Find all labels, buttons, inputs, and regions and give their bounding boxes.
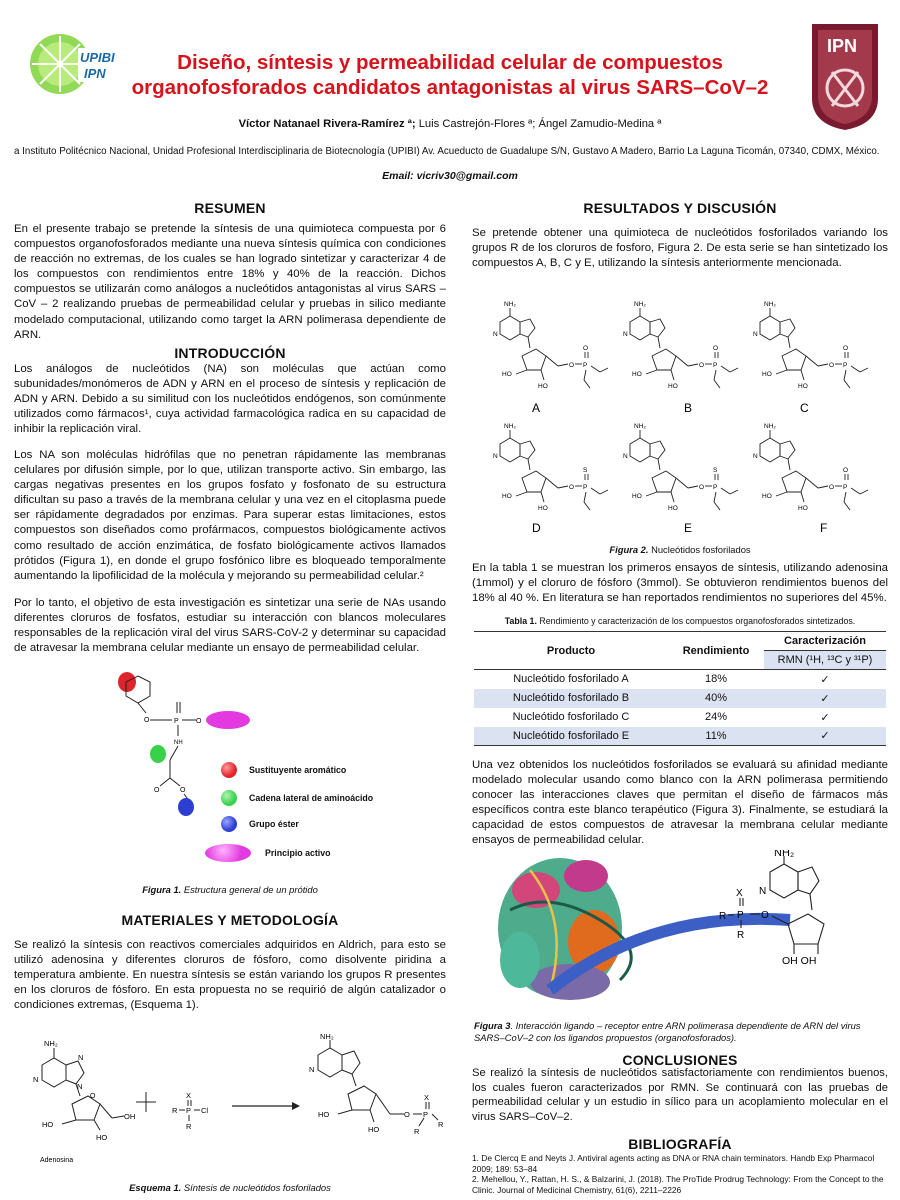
esq-prod-o: O: [404, 1110, 410, 1119]
svg-text:NH₂: NH₂: [634, 423, 646, 430]
side-chain-ball: [150, 745, 166, 763]
nucleotide-structure-e: [623, 423, 738, 512]
adenosina-label: Adenosina: [40, 1157, 74, 1164]
table-cell: 18%: [704, 673, 728, 686]
introduccion-p3: Por lo tanto, el objetivo de esta investigación es sintetizar una serie de NAs usando diferentes cloruros de fosfatos, estudiar su interacción con blancos moleculares responsables de la replicación viral del virus SARS-CoV-2 y determinar su capacidad de atravesar la membrana celular mediante un ensayo de permeabilidad celular.: [14, 597, 446, 655]
introduccion-heading: INTRODUCCIÓN: [174, 345, 286, 361]
reference-2: 2. Mehellou, Y., Rattan, H. S., & Balzarini, J. (2018). The ProTide Prodrug Technology: From the Concept to the Clinic. Journal of Medicinal Chemistry, 61(6), 2211–2226: [472, 1174, 884, 1195]
esquema1-scheme: [14, 1030, 446, 1178]
esq-x: X: [186, 1091, 192, 1100]
resultados-p1: Se pretende obtener una quimioteca de nucleótidos fosforilados variando los grupos R de los cloruros de fosforo, Figura 2. De esta serie se han sintetizado los compuestos A, B, C y E, utilizando la síntesis anteriormente mencionada.: [472, 227, 888, 270]
compound-label-c: C: [800, 401, 809, 415]
esq-n1: N: [33, 1075, 39, 1084]
svg-text:O: O: [583, 345, 589, 352]
conclusiones-text: Se realizó la síntesis de nucleótidos satisfactoriamente con rendimientos buenos, los cuales fueron caracterizados por RMN. Se continuará con las pruebas de permeabilidad celular y un estudio in sílico para un acoplamiento molecular en el virus SARS–CoV–2.: [472, 1067, 888, 1123]
table-cell: ✓: [820, 711, 830, 724]
figura3-image: [490, 850, 890, 1012]
svg-text:HO: HO: [668, 505, 678, 512]
esquema1-caption: Esquema 1. Síntesis de nucleótidos fosforilados: [129, 1182, 331, 1193]
compound-label-e: E: [684, 521, 693, 535]
esq-r2: R: [186, 1122, 192, 1131]
compound-label-b: B: [684, 401, 693, 415]
compound-label-f: F: [820, 521, 828, 535]
nucleotide-structure-b: [623, 301, 738, 390]
table-cell: Nucleótido fosforilado B: [474, 689, 668, 708]
figura2-caption: Figura 2. Nucleótidos fosforilados: [609, 544, 751, 555]
fig1-atom-p: P: [174, 718, 179, 725]
svg-text:HO: HO: [538, 383, 548, 390]
svg-text:HO: HO: [502, 371, 512, 378]
fig1-atom-o3: O: [180, 787, 186, 794]
fig3-ohoh: OH OH: [782, 955, 817, 967]
svg-text:HO: HO: [632, 493, 642, 500]
esq-n2: N: [78, 1053, 84, 1062]
legend-item-active: [205, 844, 331, 862]
esq-o-ring: O: [90, 1093, 96, 1100]
legend-label: Grupo éster: [249, 819, 299, 829]
svg-text:P: P: [713, 484, 718, 491]
col-rendimiento: Rendimiento: [668, 632, 764, 670]
introduccion-p1: Los análogos de nucleótidos (NA) son moléculas que actúan como subunidades/monómeros de ADN y ARN en el proceso de síntesis y replicación de ADN y ARN. Debido a su similitud con los nucleótidos endógenos, son comúnmente utilizados como fármacos¹, cuya actividad farmacológica radica en su capacidad de inhibir la replicación viral.: [14, 363, 446, 436]
svg-text:NH₂: NH₂: [634, 301, 646, 308]
svg-text:N: N: [753, 453, 758, 460]
col-rmn: RMN (¹H, ¹³C y ³¹P): [764, 651, 886, 670]
esq-prod-ho2: HO: [368, 1125, 380, 1134]
table-cell: Nucleótido fosforilado E: [474, 727, 668, 746]
logo-ipn: [806, 20, 884, 132]
main-author: Víctor Natanael Rivera-Ramírez ª;: [238, 118, 416, 130]
esq-oh: OH: [124, 1112, 136, 1121]
fig3-p: P: [737, 910, 744, 921]
esq-cl: Cl: [201, 1106, 209, 1115]
svg-text:O: O: [569, 362, 575, 369]
svg-text:P: P: [583, 484, 588, 491]
fig3-nh2: NH₂: [774, 850, 795, 859]
legend-dot-red: [221, 762, 237, 778]
resultados-heading: RESULTADOS Y DISCUSIÓN: [583, 200, 777, 216]
svg-text:N: N: [753, 331, 758, 338]
materiales-heading: MATERIALES Y METODOLOGÍA: [121, 912, 339, 928]
resultados-p2: En la tabla 1 se muestran los primeros ensayos de síntesis, utilizando adenosina (1mmol) y el cloruro de fósforo (3mmol). Se obtuvieron rendimientos buenos del 18% al 40 %. En literatura se han reportados rendimientos no superiores del 45%.: [472, 562, 888, 605]
figura2-structures: [460, 282, 890, 540]
table-cell: ✓: [764, 727, 886, 746]
svg-text:P: P: [713, 362, 718, 369]
fig1-atom-o1: O: [144, 717, 150, 724]
svg-text:HO: HO: [762, 371, 772, 378]
fig1-atom-o4: O: [154, 787, 160, 794]
svg-text:N: N: [493, 331, 498, 338]
nucleotide-structure-c: [753, 301, 868, 390]
fig1-atom-o2: O: [196, 718, 202, 725]
legend-label: Principio activo: [265, 848, 331, 858]
esq-p: P: [186, 1106, 192, 1115]
col-producto: Producto: [474, 632, 668, 670]
nucleotide-structure-a: [493, 301, 608, 390]
resumen-text: En el presente trabajo se pretende la síntesis de una quimioteca compuesta por 6 compuestos organofosforados mediante una nueva síntesis química con condiciones de reacción no extremas, de los cuales se han logrado sintetizar y caracterizar 4 de los compuestos con rendimientos entre 18% y 40% de la reacción. Dichos compuestos se utilizarán como análogos a nucleótidos antagonistas al virus SARS – CoV – 2 realizando pruebas de permeabilidad celular y pruebas in silico mediante modelado computacional, utilizando como target la ARN polimerasa dependiente de ARN.: [14, 223, 446, 341]
table-cell: 40%: [668, 689, 764, 708]
legend-item-ester: [221, 816, 299, 832]
affiliation: a Instituto Politécnico Nacional, Unidad Profesional Interdisciplinaria de Biotecnología (UPIBI) Av. Acueducto de Guadalupe S/N, Gustavo A Madero, Barrio La Laguna Ticomán, 07340, CDMX, México.: [14, 146, 880, 157]
contact-email: Email: vicriv30@gmail.com: [382, 170, 518, 182]
svg-text:O: O: [699, 484, 705, 491]
compound-label-a: A: [532, 401, 541, 415]
svg-text:HO: HO: [798, 383, 808, 390]
table-cell: ✓: [820, 673, 830, 686]
table-cell: 11%: [668, 727, 764, 746]
figura1-caption: Figura 1. Estructura general de un prótido: [142, 884, 318, 895]
fig1-atom-nh: NH: [174, 740, 183, 746]
svg-text:NH₂: NH₂: [764, 301, 776, 308]
reference-1: 1. De Clercq E and Neyts J. Antiviral agents acting as DNA or RNA chain terminators. Handb Exp Pharmacol 2009; 189: 53–84: [472, 1153, 875, 1174]
ester-ball: [178, 798, 194, 816]
esq-nh2: NH₂: [44, 1039, 58, 1048]
authors: [150, 118, 750, 130]
esq-prod-nh2: NH₂: [320, 1032, 334, 1041]
svg-text:IPN: IPN: [84, 66, 106, 81]
svg-text:N: N: [493, 453, 498, 460]
svg-text:N: N: [623, 331, 628, 338]
svg-text:P: P: [583, 362, 588, 369]
legend-item-aromatic: [221, 762, 346, 778]
tabla1: [474, 631, 886, 746]
svg-text:O: O: [829, 484, 835, 491]
resumen-heading: RESUMEN: [194, 200, 266, 216]
ipn-logo-icon: [806, 20, 884, 132]
legend-dot-blue: [221, 816, 237, 832]
svg-text:S: S: [583, 467, 588, 474]
table-cell: Nucleótido fosforilado A: [513, 673, 629, 686]
svg-text:IPN: IPN: [827, 36, 858, 56]
figura2-svg: [460, 282, 890, 540]
fig3-o: O: [761, 910, 769, 921]
introduccion-p2: Los NA son moléculas hidrófilas que no penetran rápidamente las membranas celulares por difusión simple, por lo que, utilizan transporte activo. Sin embargo, las cargas negativas presentes en los grupos fosfato y fosfonato de su estructura dificultan su paso a través de la membrana celular y una vez en el citoplasma puede ser rápidamente degradados por enzimas. Para superar estas limitaciones, estos compuestos son diseñados como profármacos, compuestos biológicamente activos como resultado de acción enzimática, de fosfato biológicamente activos llamados prótidos (Figura 1), en donde el grupo fosfónico libre es bloqueado temporalmente aumentando la lipofilicidad de la molécula y mejorando su permeabilidad celular.²: [14, 449, 446, 582]
esq-prod-ho1: HO: [318, 1110, 330, 1119]
esq-prod-x: X: [424, 1093, 430, 1102]
fig3-n: N: [759, 886, 767, 897]
svg-text:NH₂: NH₂: [504, 423, 516, 430]
svg-text:HO: HO: [798, 505, 808, 512]
svg-text:O: O: [843, 467, 849, 474]
poster-title: Diseño, síntesis y permeabilidad celular de compuestos organofosforados candidatos antagonistas al virus SARS–CoV–2: [131, 51, 769, 99]
svg-text:O: O: [843, 345, 849, 352]
col-caracterizacion: Caracterización: [764, 632, 886, 651]
svg-text:HO: HO: [538, 505, 548, 512]
legend-dot-green: [221, 790, 237, 806]
esq-prod-r2: R: [414, 1127, 420, 1136]
table-cell: ✓: [764, 689, 886, 708]
active-principle-ball: [206, 711, 250, 729]
svg-text:P: P: [843, 484, 848, 491]
figura3-caption: Figura 3. Interacción ligando – receptor entre ARN polimerasa dependiente de ARN del virus SARS–CoV–2 con los ligandos propuestos (organofosforados).: [474, 1020, 861, 1043]
svg-text:NH₂: NH₂: [504, 301, 516, 308]
table-cell: 24%: [704, 711, 728, 723]
materiales-text: Se realizó la síntesis con reactivos comerciales adquiridos en Aldrich, para esto se utilizó adenosina y diferentes cloruros de fósforo, como disolvente piridina a temperatura ambiente. En nuestra síntesis se están variando los grupos R presentes en los cloruros de fósforo. En esta propuesta no se requirió de algún catalizador o condiciones extremas, (Esquema 1).: [14, 939, 446, 1012]
co-authors: Luis Castrejón-Flores ª; Ángel Zamudio-Medina ª: [415, 118, 662, 130]
svg-text:O: O: [713, 345, 719, 352]
fig3-r2: R: [737, 930, 745, 941]
esq-n3: N: [77, 1082, 83, 1091]
legend-label: Cadena lateral de aminoácido: [249, 793, 374, 803]
fig3-r1: R: [719, 911, 727, 922]
esq-prod-r1: R: [438, 1120, 444, 1129]
esq-ho2: HO: [96, 1133, 108, 1142]
nucleotide-structure-f: [753, 423, 868, 512]
svg-text:HO: HO: [762, 493, 772, 500]
esq-prod-n: N: [309, 1065, 315, 1074]
conclusiones-heading: CONCLUSIONES: [622, 1052, 738, 1068]
svg-text:O: O: [569, 484, 575, 491]
svg-text:O: O: [699, 362, 705, 369]
svg-text:HO: HO: [632, 371, 642, 378]
legend-dot-magenta: [205, 844, 251, 862]
figura1-legend: [205, 762, 405, 872]
svg-text:P: P: [843, 362, 848, 369]
svg-text:S: S: [713, 467, 718, 474]
esq-ho1: HO: [42, 1120, 54, 1129]
esq-prod-p: P: [423, 1110, 429, 1119]
nucleotide-structure-d: [493, 423, 608, 512]
svg-text:HO: HO: [502, 493, 512, 500]
svg-text:N: N: [623, 453, 628, 460]
table-cell: Nucleótido fosforilado C: [512, 711, 630, 723]
bibliografia-heading: BIBLIOGRAFÍA: [628, 1136, 732, 1152]
reaction-arrow-icon: [292, 1102, 300, 1110]
svg-text:UPIBI: UPIBI: [80, 50, 115, 65]
esq-r1: R: [172, 1106, 178, 1115]
legend-item-side-chain: [221, 790, 373, 806]
compound-label-d: D: [532, 521, 541, 535]
legend-label: Sustituyente aromático: [249, 765, 347, 775]
svg-text:NH₂: NH₂: [764, 423, 776, 430]
svg-text:HO: HO: [668, 383, 678, 390]
tabla1-caption: Tabla 1. Rendimiento y caracterización de los compuestos organofosforados sintetizados.: [504, 616, 856, 626]
svg-text:O: O: [829, 362, 835, 369]
fig3-x: X: [736, 888, 743, 899]
resultados-p3: Una vez obtenidos los nucleótidos fosforilados se evaluará su afinidad mediante modelado molecular usando como blanco con la ARN polimerasa permitiendo conocer las interacciones claves que permitan el diseño de fármacos más específicos contra este blanco terapéutico (Figura 3). Finalmente, se estudiará la capacidad de estos compuestos de atravesar la membrana celular mediante ensayos de permeabilidad celular.: [472, 759, 888, 847]
